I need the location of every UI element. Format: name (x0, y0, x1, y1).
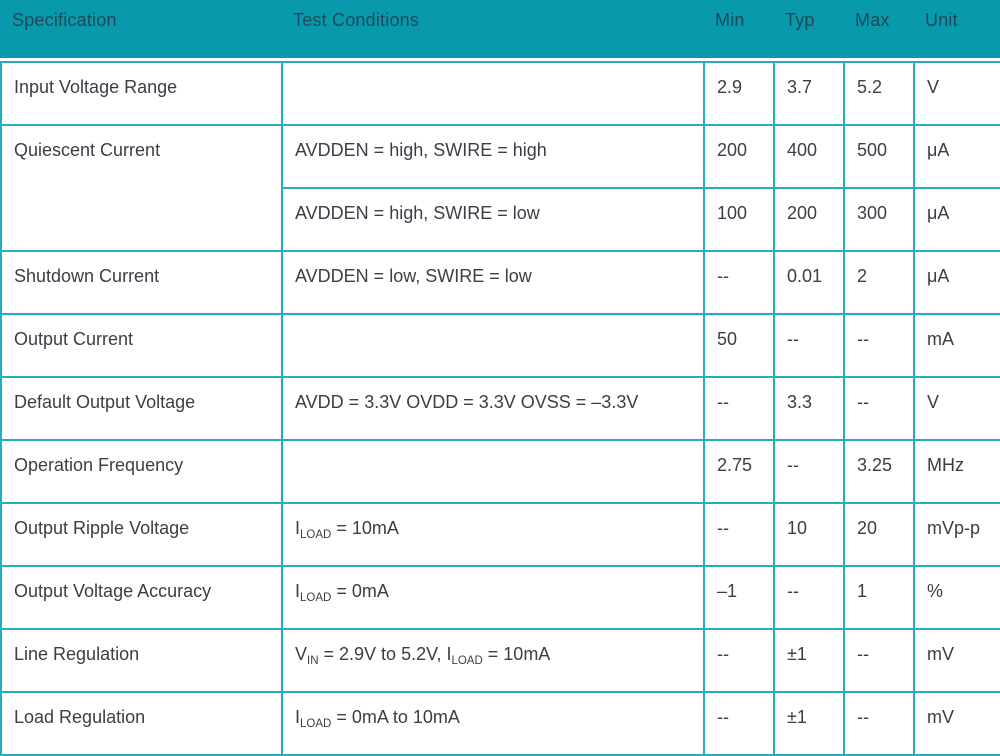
max-cell: 1 (844, 566, 914, 629)
table-row (1, 125, 1000, 188)
column-header-min: Min (715, 10, 745, 30)
max-cell: 2 (844, 251, 914, 314)
column-header-test-conditions: Test Conditions (293, 10, 420, 30)
min-cell: 50 (704, 314, 774, 377)
min-cell: -- (704, 503, 774, 566)
unit-cell: mV (914, 629, 1000, 692)
condition-cell: AVDDEN = high, SWIRE = high (282, 125, 704, 188)
unit-cell: mA (914, 314, 1000, 377)
min-cell: -- (704, 251, 774, 314)
spec-table-body (1, 62, 1000, 755)
max-cell: -- (844, 377, 914, 440)
unit-cell: % (914, 566, 1000, 629)
condition-subscript: LOAD (300, 592, 332, 604)
spec-cell: Load Regulation (1, 692, 282, 755)
min-cell: 2.9 (704, 62, 774, 125)
condition-cell (282, 440, 704, 503)
spec-cell: Quiescent Current (1, 125, 282, 251)
typ-cell: -- (774, 566, 844, 629)
typ-cell: -- (774, 440, 844, 503)
typ-cell: ±1 (774, 629, 844, 692)
unit-cell: V (914, 62, 1000, 125)
table-row (1, 566, 1000, 629)
table-row (1, 440, 1000, 503)
max-cell: -- (844, 314, 914, 377)
max-cell: 3.25 (844, 440, 914, 503)
table-row (1, 503, 1000, 566)
condition-subscript: LOAD (451, 655, 483, 667)
unit-cell: MHz (914, 440, 1000, 503)
unit-cell: mVp-p (914, 503, 1000, 566)
table-row (1, 377, 1000, 440)
condition-cell: $I_{LOAD} = 0mA$ to 10mA (282, 692, 704, 755)
spec-cell: Default Output Voltage (1, 377, 282, 440)
typ-cell: 200 (774, 188, 844, 251)
min-cell: 200 (704, 125, 774, 188)
condition-cell (282, 62, 704, 125)
spec-cell: Output Current (1, 314, 282, 377)
table-row (1, 251, 1000, 314)
max-cell: 500 (844, 125, 914, 188)
table-header (0, 0, 1000, 58)
max-cell: -- (844, 692, 914, 755)
condition-cell: AVDD = 3.3V OVDD = 3.3V OVSS = –3.3V (282, 377, 704, 440)
min-cell: -- (704, 629, 774, 692)
min-cell: -- (704, 377, 774, 440)
typ-cell: ±1 (774, 692, 844, 755)
condition-subscript: IN (307, 655, 319, 667)
min-cell: 2.75 (704, 440, 774, 503)
typ-cell: 3.7 (774, 62, 844, 125)
max-cell: 300 (844, 188, 914, 251)
column-header-typ: Typ (785, 10, 815, 30)
table-row (1, 629, 1000, 692)
typ-cell: 0.01 (774, 251, 844, 314)
max-cell: -- (844, 629, 914, 692)
spec-cell: Output Ripple Voltage (1, 503, 282, 566)
condition-subscript: LOAD (300, 529, 332, 541)
typ-cell: -- (774, 314, 844, 377)
typ-cell: 10 (774, 503, 844, 566)
typ-cell: 400 (774, 125, 844, 188)
max-cell: 5.2 (844, 62, 914, 125)
typ-cell: 3.3 (774, 377, 844, 440)
unit-cell: μA (914, 251, 1000, 314)
spec-cell: Line Regulation (1, 629, 282, 692)
unit-cell: V (914, 377, 1000, 440)
spec-cell: Operation Frequency (1, 440, 282, 503)
min-cell: -- (704, 692, 774, 755)
spec-table-grid (0, 61, 1000, 756)
max-cell: 20 (844, 503, 914, 566)
spec-cell: Output Voltage Accuracy (1, 566, 282, 629)
condition-cell: $I_{LOAD} = 0mA$ (282, 566, 704, 629)
table-row (1, 314, 1000, 377)
spec-cell: Shutdown Current (1, 251, 282, 314)
column-header-max: Max (855, 10, 890, 30)
table-row (1, 62, 1000, 125)
unit-cell: μA (914, 188, 1000, 251)
table-row (1, 692, 1000, 755)
spec-cell: Input Voltage Range (1, 62, 282, 125)
min-cell: –1 (704, 566, 774, 629)
column-header-unit: Unit (925, 10, 958, 30)
condition-cell: AVDDEN = low, SWIRE = low (282, 251, 704, 314)
min-cell: 100 (704, 188, 774, 251)
unit-cell: mV (914, 692, 1000, 755)
unit-cell: μA (914, 125, 1000, 188)
condition-cell: $I_{LOAD} = 10mA$ (282, 503, 704, 566)
condition-cell: AVDDEN = high, SWIRE = low (282, 188, 704, 251)
condition-cell: $V_{IN} = 2.9V$ to 5.2V, $I_{LOAD} = 10mA$ (282, 629, 704, 692)
column-header-specification: Specification (12, 10, 117, 30)
condition-subscript: LOAD (300, 718, 332, 730)
condition-cell (282, 314, 704, 377)
